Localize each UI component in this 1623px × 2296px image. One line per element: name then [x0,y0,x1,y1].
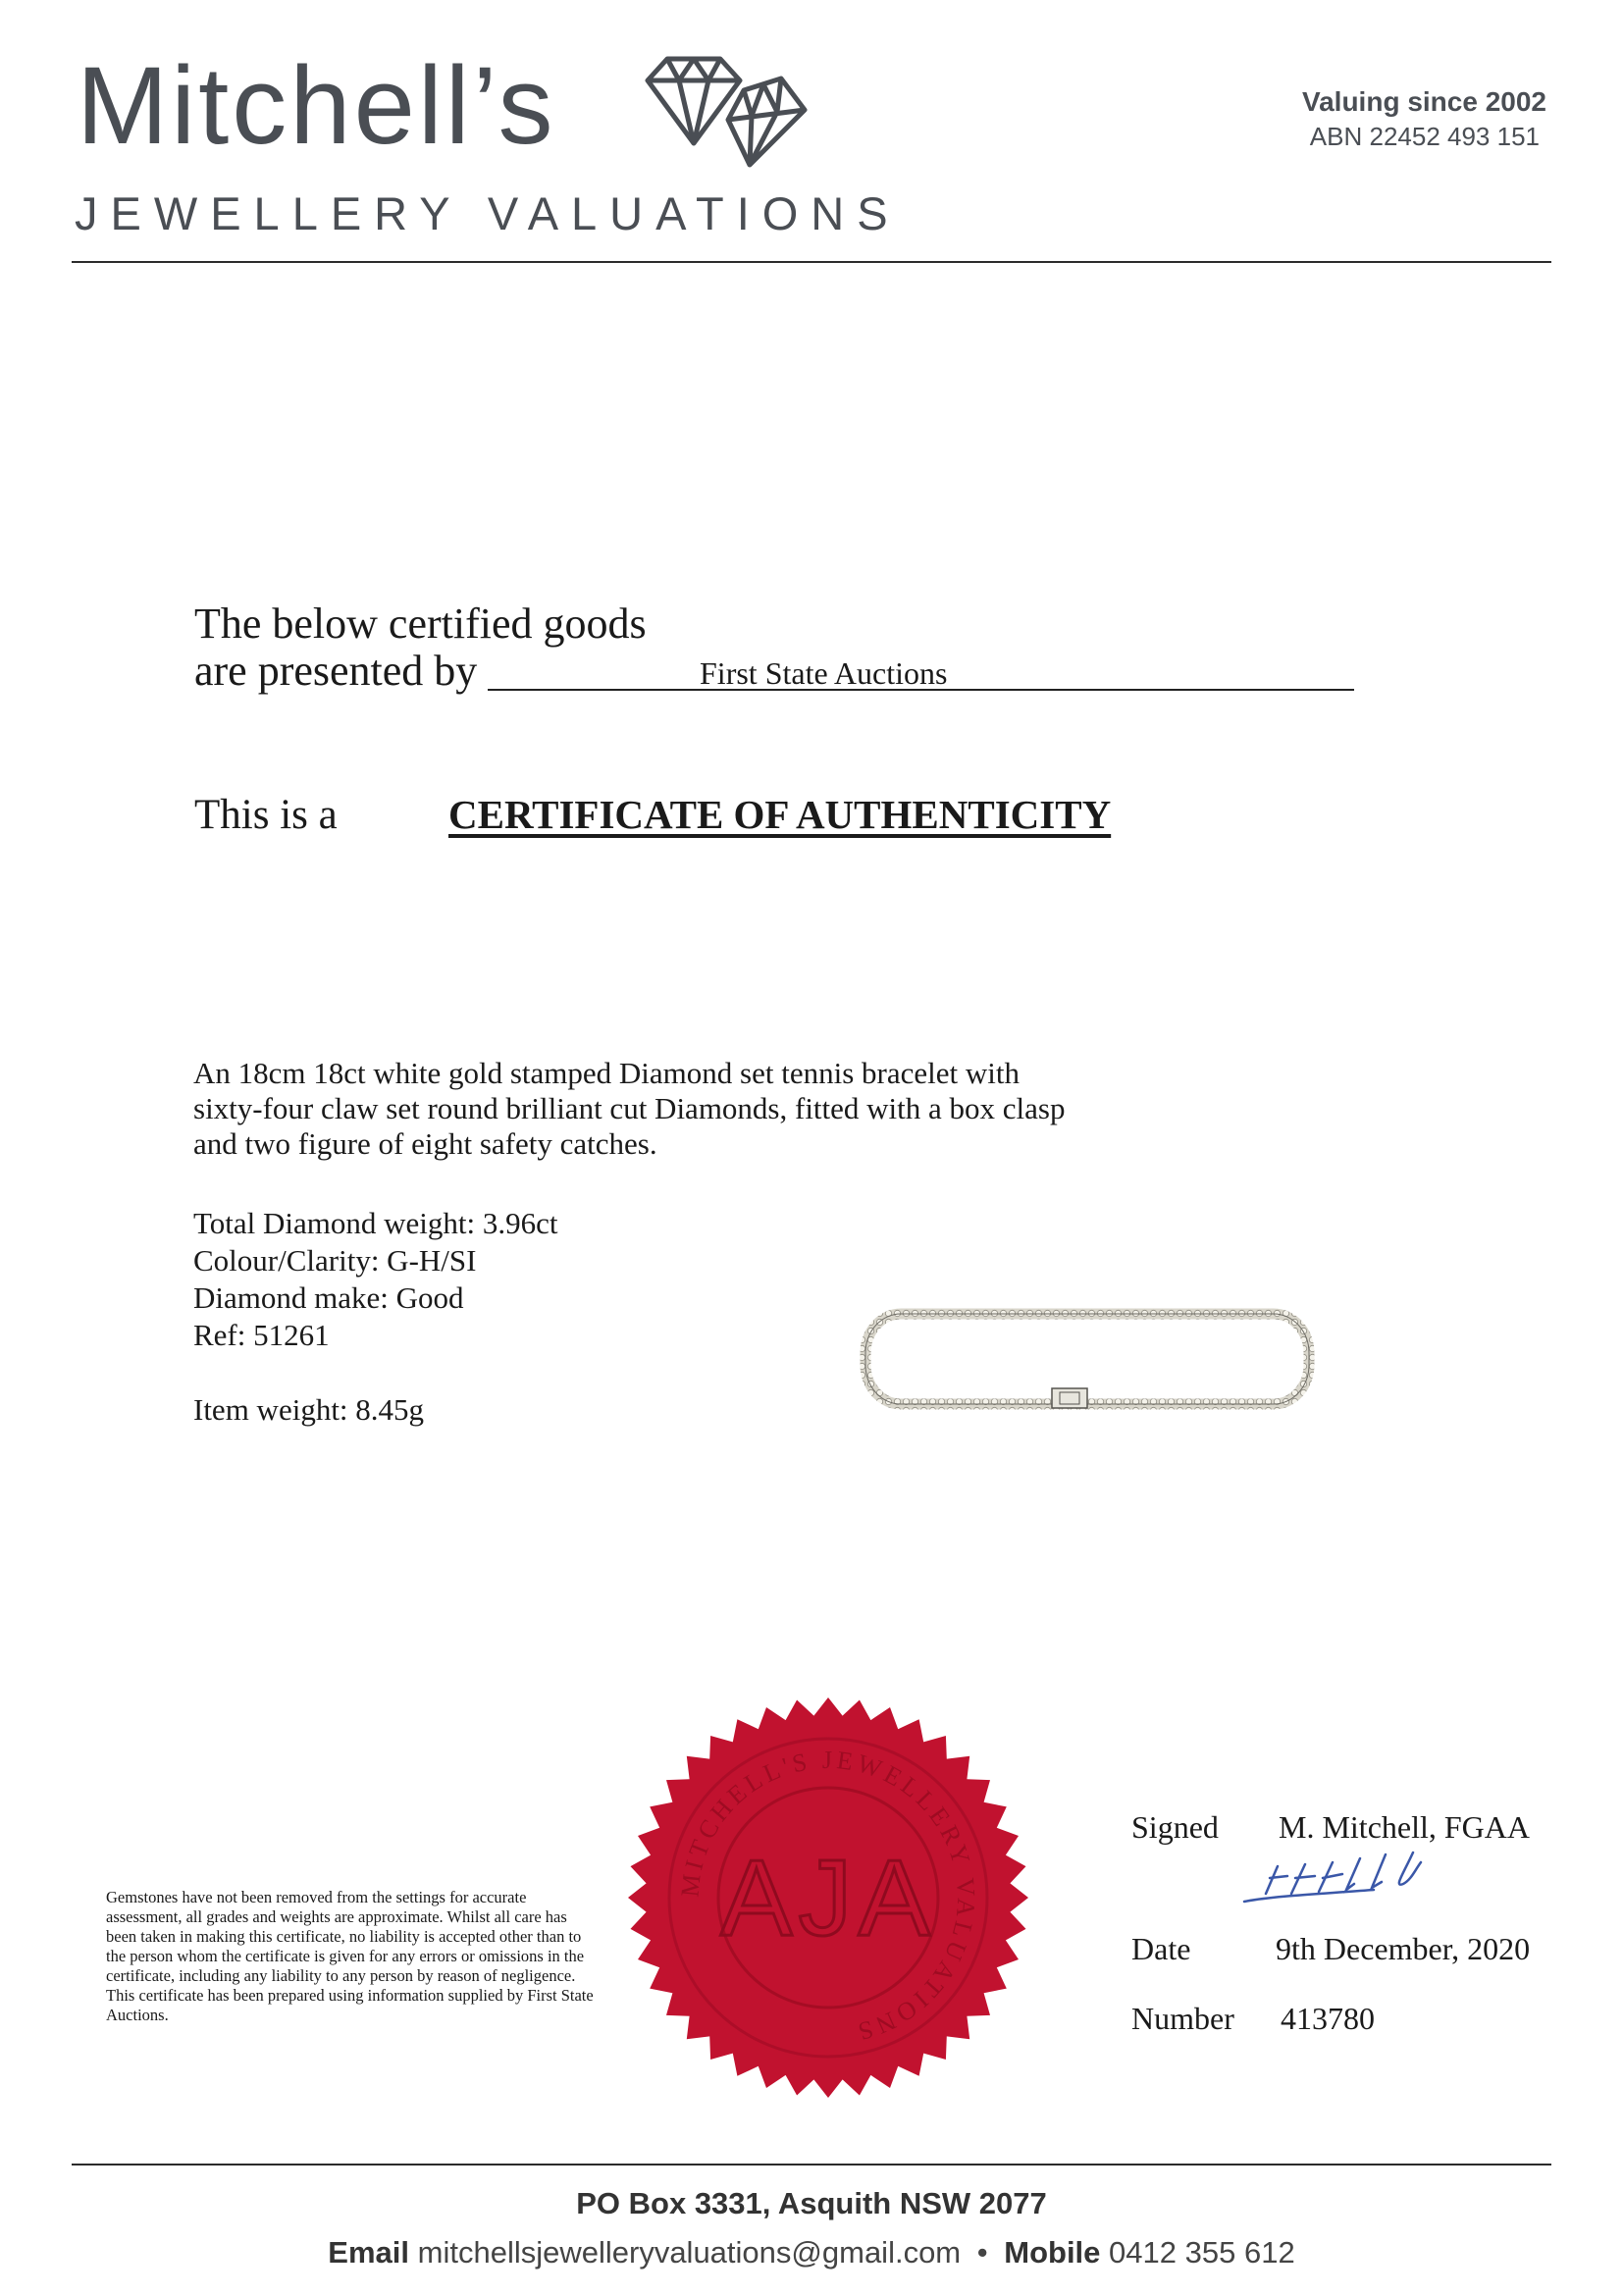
contact-line [0,2235,1623,2270]
footer-rule [72,2164,1551,2166]
description-line: sixty-four claw set round brilliant cut Diamonds, fitted with a box clasp [193,1091,1066,1125]
presented-line-1: The below certified goods [194,600,647,648]
description-line: An 18cm 18ct white gold stamped Diamond set tennis bracelet with [193,1056,1020,1090]
mobile-label: Mobile [1004,2235,1101,2270]
disclaimer-text: Gemstones have not been removed from the settings for accurate assessment, all grades and weights are approximate. Whilst all care has been taken in making this certificate, no liability is accepted other than to the person whom the certificate is given for any errors or omissions in the certificate, including any liability to any person by reason of negligence. This certificate has been prepared using information supplied by First State Auctions. [106,1888,594,2024]
diamond-icon [638,51,820,169]
total-diamond-weight: Total Diamond weight: 3.96ct [193,1206,558,1240]
presented-line-2: are presented by [194,647,478,695]
po-box: PO Box 3331, Asquith NSW 2077 [576,2186,1047,2220]
bracelet-image [858,1300,1319,1418]
date-label: Date [1131,1931,1191,1966]
certificate-title: CERTIFICATE OF AUTHENTICITY [448,792,1112,837]
signed-label: Signed [1131,1809,1219,1845]
date-value: 9th December, 2020 [1276,1931,1531,1966]
email-label: Email [328,2235,410,2270]
diamond-make: Diamond make: Good [193,1280,464,1315]
certificate-prefix: This is a [194,792,338,838]
header-rule [72,261,1551,263]
brand-name: Mitchell’s [77,44,556,167]
valuing-since: Valuing since 2002 [1301,86,1546,117]
signature-image [1236,1845,1462,1913]
wax-seal [626,1696,1030,2100]
number-label: Number [1131,2001,1234,2036]
brand-subtitle: JEWELLERY VALUATIONS [75,187,901,239]
item-weight: Item weight: 8.45g [193,1392,425,1427]
seal-monogram: AJA [720,1838,936,1958]
email-address[interactable]: mitchellsjewelleryvaluations@gmail.com [417,2235,962,2270]
abn-number: ABN 22452 493 151 [1309,122,1540,151]
number-value: 413780 [1281,2001,1375,2036]
seal-ring-text: MITCHELL'S JEWELLERY VALUATIONS [675,1745,981,2048]
reference-number: Ref: 51261 [193,1318,330,1352]
signed-value: M. Mitchell, FGAA [1279,1809,1530,1845]
mobile-number[interactable]: 0412 355 612 [1109,2235,1295,2270]
description-line: and two figure of eight safety catches. [193,1126,657,1161]
contact-separator: • [976,2235,988,2270]
presenter-name: First State Auctions [700,655,948,691]
colour-clarity: Colour/Clarity: G-H/SI [193,1243,477,1278]
